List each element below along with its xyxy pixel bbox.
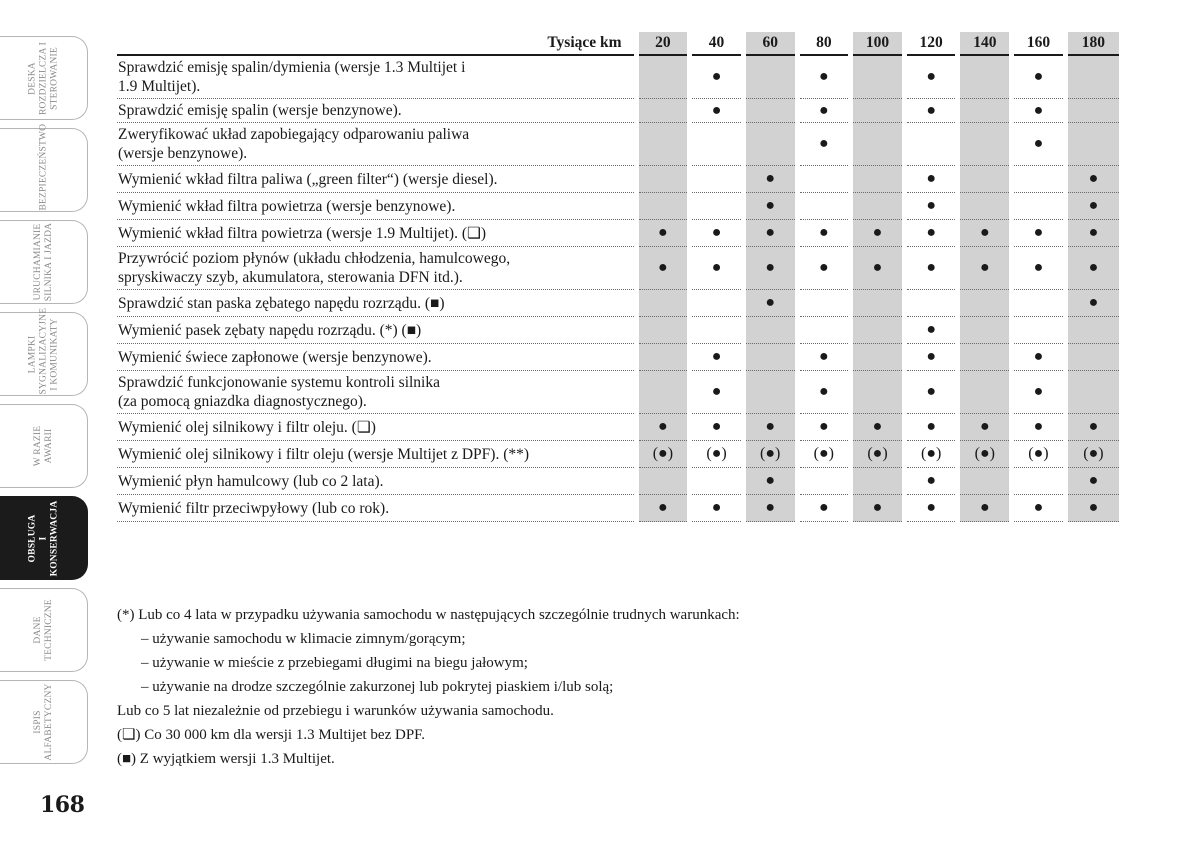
interval-mark bbox=[743, 123, 797, 166]
mileage-column-header: 40 bbox=[690, 32, 744, 55]
task-description: Wymienić olej silnikowy i filtr oleju. (❏) bbox=[117, 414, 636, 441]
side-tab-4[interactable] bbox=[0, 307, 88, 396]
side-tab-6[interactable] bbox=[0, 496, 88, 580]
interval-mark: ● bbox=[851, 495, 905, 522]
interval-mark: ● bbox=[797, 55, 851, 99]
interval-mark: ● bbox=[1012, 247, 1066, 290]
interval-mark bbox=[851, 193, 905, 220]
table-row bbox=[117, 166, 1119, 193]
interval-mark bbox=[958, 290, 1012, 317]
task-description: Wymienić wkład filtra powietrza (wersje benzynowe). bbox=[117, 193, 636, 220]
interval-mark bbox=[636, 317, 690, 344]
interval-mark bbox=[958, 166, 1012, 193]
table-row bbox=[117, 371, 1119, 414]
footnote-line: (■) Z wyjątkiem wersji 1.3 Multijet. bbox=[117, 751, 335, 767]
task-description: Wymienić wkład filtra powietrza (wersje 1.9 Multijet). (❏) bbox=[117, 220, 636, 247]
task-description: Wymienić pasek zębaty napędu rozrządu. (*) (■) bbox=[117, 317, 636, 344]
interval-mark bbox=[958, 99, 1012, 123]
interval-mark: ● bbox=[1065, 290, 1119, 317]
interval-mark bbox=[851, 290, 905, 317]
interval-mark: ● bbox=[797, 247, 851, 290]
side-tab-label: OBSŁUGA I KONSERWACJA bbox=[27, 500, 59, 576]
interval-mark bbox=[958, 468, 1012, 495]
interval-mark bbox=[1065, 55, 1119, 99]
interval-mark: ● bbox=[904, 468, 958, 495]
side-tab-label: DANE TECHNICZNE bbox=[32, 599, 54, 661]
table-header-row bbox=[117, 32, 1119, 55]
interval-mark bbox=[958, 371, 1012, 414]
task-description: Wymienić świece zapłonowe (wersje benzynowe). bbox=[117, 344, 636, 371]
interval-mark: ● bbox=[743, 414, 797, 441]
interval-mark bbox=[690, 290, 744, 317]
table-row bbox=[117, 290, 1119, 317]
interval-mark: ● bbox=[904, 495, 958, 522]
interval-mark bbox=[1065, 123, 1119, 166]
interval-mark: (●) bbox=[904, 441, 958, 468]
interval-mark: ● bbox=[904, 247, 958, 290]
interval-mark bbox=[904, 290, 958, 317]
footnotes bbox=[117, 603, 1117, 771]
interval-mark bbox=[743, 55, 797, 99]
interval-mark bbox=[958, 344, 1012, 371]
side-tab-5[interactable] bbox=[0, 404, 88, 488]
interval-mark: ● bbox=[904, 55, 958, 99]
interval-mark bbox=[1012, 468, 1066, 495]
task-description: Sprawdzić emisję spalin (wersje benzynowe). bbox=[117, 99, 636, 123]
interval-mark bbox=[636, 344, 690, 371]
task-description: Sprawdzić funkcjonowanie systemu kontroli silnika (za pomocą gniazdka diagnostycznego). bbox=[117, 371, 636, 414]
interval-mark: ● bbox=[797, 371, 851, 414]
interval-mark bbox=[690, 193, 744, 220]
interval-mark: ● bbox=[690, 220, 744, 247]
side-tab-7[interactable] bbox=[0, 588, 88, 672]
interval-mark bbox=[636, 193, 690, 220]
interval-mark: ● bbox=[743, 166, 797, 193]
side-tab-label: LAMPKI SYGNALIZACYJNE I KOMUNIKATY bbox=[27, 307, 59, 394]
interval-mark: ● bbox=[797, 344, 851, 371]
interval-mark: ● bbox=[904, 99, 958, 123]
maintenance-schedule-table bbox=[117, 32, 1119, 522]
interval-mark: ● bbox=[958, 247, 1012, 290]
side-tab-label: ISPIS ALFABETYCZNY bbox=[32, 683, 54, 761]
interval-mark: ● bbox=[1012, 414, 1066, 441]
footnote-line: Lub co 5 lat niezależnie od przebiegu i warunków używania samochodu. bbox=[117, 703, 554, 719]
mileage-column-header: 140 bbox=[958, 32, 1012, 55]
mileage-column-header: 60 bbox=[743, 32, 797, 55]
interval-mark bbox=[851, 123, 905, 166]
side-tab-label: DESKA ROZDZIELCZA I STEROWANIE bbox=[27, 41, 59, 115]
interval-mark: ● bbox=[1065, 166, 1119, 193]
side-tab-label: URUCHAMIANIE SILNIKA I JAZDA bbox=[32, 222, 54, 302]
interval-mark: (●) bbox=[1065, 441, 1119, 468]
interval-mark: ● bbox=[851, 247, 905, 290]
interval-mark bbox=[743, 317, 797, 344]
interval-mark bbox=[797, 193, 851, 220]
table-row bbox=[117, 220, 1119, 247]
footnote-line: (*) Lub co 4 lata w przypadku używania samochodu w następujących szczególnie trudnych warunkach: bbox=[117, 607, 740, 623]
table-row bbox=[117, 495, 1119, 522]
task-description: Wymienić wkład filtra paliwa („green filter“) (wersje diesel). bbox=[117, 166, 636, 193]
interval-mark bbox=[1065, 317, 1119, 344]
interval-mark bbox=[1065, 344, 1119, 371]
table-row bbox=[117, 441, 1119, 468]
interval-mark bbox=[1012, 166, 1066, 193]
interval-mark bbox=[958, 317, 1012, 344]
footnote-line: – używanie samochodu w klimacie zimnym/gorącym; bbox=[141, 631, 466, 647]
interval-mark: ● bbox=[743, 220, 797, 247]
interval-mark bbox=[851, 371, 905, 414]
interval-mark: ● bbox=[904, 220, 958, 247]
footnote-line: – używanie na drodze szczególnie zakurzonej lub pokrytej piaskiem i/lub solą; bbox=[141, 679, 614, 695]
interval-mark: ● bbox=[1012, 371, 1066, 414]
table-row bbox=[117, 414, 1119, 441]
interval-mark bbox=[690, 317, 744, 344]
interval-mark: ● bbox=[690, 247, 744, 290]
interval-mark: ● bbox=[958, 414, 1012, 441]
interval-mark bbox=[851, 166, 905, 193]
interval-mark: ● bbox=[958, 220, 1012, 247]
mileage-column-header: 80 bbox=[797, 32, 851, 55]
interval-mark bbox=[797, 468, 851, 495]
table-row bbox=[117, 123, 1119, 166]
interval-mark: ● bbox=[690, 371, 744, 414]
task-description: Zweryfikować układ zapobiegający odparowaniu paliwa (wersje benzynowe). bbox=[117, 123, 636, 166]
interval-mark bbox=[636, 468, 690, 495]
side-tab-8[interactable] bbox=[0, 680, 88, 764]
maintenance-schedule bbox=[117, 32, 1119, 522]
table-row bbox=[117, 247, 1119, 290]
mileage-column-header: 180 bbox=[1065, 32, 1119, 55]
interval-mark: ● bbox=[1012, 55, 1066, 99]
interval-mark: ● bbox=[1012, 99, 1066, 123]
interval-mark bbox=[851, 55, 905, 99]
interval-mark bbox=[636, 123, 690, 166]
interval-mark bbox=[743, 344, 797, 371]
interval-mark: ● bbox=[636, 495, 690, 522]
interval-mark bbox=[1065, 99, 1119, 123]
interval-mark: ● bbox=[904, 414, 958, 441]
interval-mark bbox=[851, 344, 905, 371]
table-row bbox=[117, 193, 1119, 220]
page-number: 168 bbox=[40, 792, 85, 818]
interval-mark: ● bbox=[904, 193, 958, 220]
interval-mark bbox=[1012, 193, 1066, 220]
interval-mark: ● bbox=[1012, 495, 1066, 522]
interval-mark bbox=[1065, 371, 1119, 414]
task-description: Wymienić płyn hamulcowy (lub co 2 lata). bbox=[117, 468, 636, 495]
mileage-column-header: 120 bbox=[904, 32, 958, 55]
interval-mark: ● bbox=[1065, 193, 1119, 220]
interval-mark: ● bbox=[797, 99, 851, 123]
interval-mark: ● bbox=[690, 495, 744, 522]
interval-mark: ● bbox=[904, 317, 958, 344]
mileage-header-label: Tysiące km bbox=[117, 32, 636, 55]
interval-mark: ● bbox=[690, 344, 744, 371]
table-row bbox=[117, 55, 1119, 99]
table-row bbox=[117, 317, 1119, 344]
task-description: Przywrócić poziom płynów (układu chłodzenia, hamulcowego, spryskiwaczy szyb, akumulatora, sterowania DFN itd.). bbox=[117, 247, 636, 290]
interval-mark bbox=[1012, 290, 1066, 317]
interval-mark: ● bbox=[958, 495, 1012, 522]
interval-mark: ● bbox=[797, 123, 851, 166]
interval-mark: ● bbox=[1065, 414, 1119, 441]
interval-mark bbox=[958, 55, 1012, 99]
interval-mark: ● bbox=[636, 220, 690, 247]
side-tab-1[interactable] bbox=[0, 36, 88, 120]
mileage-column-header: 20 bbox=[636, 32, 690, 55]
task-description: Wymienić filtr przeciwpyłowy (lub co rok). bbox=[117, 495, 636, 522]
interval-mark: ● bbox=[797, 220, 851, 247]
interval-mark: ● bbox=[636, 247, 690, 290]
interval-mark: ● bbox=[636, 414, 690, 441]
interval-mark: ● bbox=[1012, 123, 1066, 166]
interval-mark: ● bbox=[743, 247, 797, 290]
interval-mark bbox=[851, 317, 905, 344]
interval-mark: ● bbox=[1065, 468, 1119, 495]
interval-mark bbox=[904, 123, 958, 166]
table-row bbox=[117, 99, 1119, 123]
side-tab-label: W RAZIE AWARII bbox=[32, 425, 54, 467]
side-tab-3[interactable] bbox=[0, 220, 88, 304]
interval-mark bbox=[797, 317, 851, 344]
interval-mark: ● bbox=[690, 99, 744, 123]
interval-mark: (●) bbox=[690, 441, 744, 468]
table-row bbox=[117, 344, 1119, 371]
interval-mark: (●) bbox=[636, 441, 690, 468]
interval-mark bbox=[636, 55, 690, 99]
interval-mark bbox=[690, 468, 744, 495]
interval-mark: ● bbox=[904, 371, 958, 414]
table-row bbox=[117, 468, 1119, 495]
interval-mark: ● bbox=[797, 414, 851, 441]
footnote-line: – używanie w mieście z przebiegami długimi na biegu jałowym; bbox=[141, 655, 528, 671]
interval-mark: ● bbox=[1012, 344, 1066, 371]
interval-mark bbox=[636, 371, 690, 414]
interval-mark: ● bbox=[1065, 247, 1119, 290]
interval-mark: ● bbox=[690, 55, 744, 99]
interval-mark bbox=[743, 99, 797, 123]
interval-mark bbox=[851, 468, 905, 495]
interval-mark bbox=[851, 99, 905, 123]
interval-mark: ● bbox=[743, 468, 797, 495]
interval-mark bbox=[797, 290, 851, 317]
interval-mark: ● bbox=[743, 193, 797, 220]
interval-mark: ● bbox=[851, 220, 905, 247]
interval-mark: ● bbox=[1012, 220, 1066, 247]
interval-mark bbox=[636, 166, 690, 193]
interval-mark: ● bbox=[851, 414, 905, 441]
interval-mark bbox=[636, 99, 690, 123]
interval-mark: ● bbox=[1065, 220, 1119, 247]
interval-mark: (●) bbox=[851, 441, 905, 468]
interval-mark: (●) bbox=[797, 441, 851, 468]
interval-mark bbox=[636, 290, 690, 317]
interval-mark bbox=[958, 123, 1012, 166]
interval-mark: (●) bbox=[743, 441, 797, 468]
interval-mark bbox=[690, 123, 744, 166]
interval-mark bbox=[1012, 317, 1066, 344]
interval-mark: ● bbox=[690, 414, 744, 441]
task-description: Wymienić olej silnikowy i filtr oleju (wersje Multijet z DPF). (**) bbox=[117, 441, 636, 468]
task-description: Sprawdzić emisję spalin/dymienia (wersje 1.3 Multijet i 1.9 Multijet). bbox=[117, 55, 636, 99]
interval-mark: (●) bbox=[1012, 441, 1066, 468]
interval-mark: (●) bbox=[958, 441, 1012, 468]
footnote-line: (❏) Co 30 000 km dla wersji 1.3 Multijet bez DPF. bbox=[117, 727, 426, 743]
interval-mark: ● bbox=[743, 290, 797, 317]
interval-mark: ● bbox=[1065, 495, 1119, 522]
interval-mark: ● bbox=[797, 495, 851, 522]
interval-mark: ● bbox=[904, 166, 958, 193]
interval-mark bbox=[797, 166, 851, 193]
interval-mark bbox=[958, 193, 1012, 220]
interval-mark: ● bbox=[743, 495, 797, 522]
mileage-column-header: 160 bbox=[1012, 32, 1066, 55]
side-tab-2[interactable] bbox=[0, 123, 88, 212]
interval-mark bbox=[743, 371, 797, 414]
side-tab-label: BEZPIECZEŃSTWO bbox=[38, 123, 48, 210]
interval-mark: ● bbox=[904, 344, 958, 371]
interval-mark bbox=[690, 166, 744, 193]
task-description: Sprawdzić stan paska zębatego napędu rozrządu. (■) bbox=[117, 290, 636, 317]
mileage-column-header: 100 bbox=[851, 32, 905, 55]
